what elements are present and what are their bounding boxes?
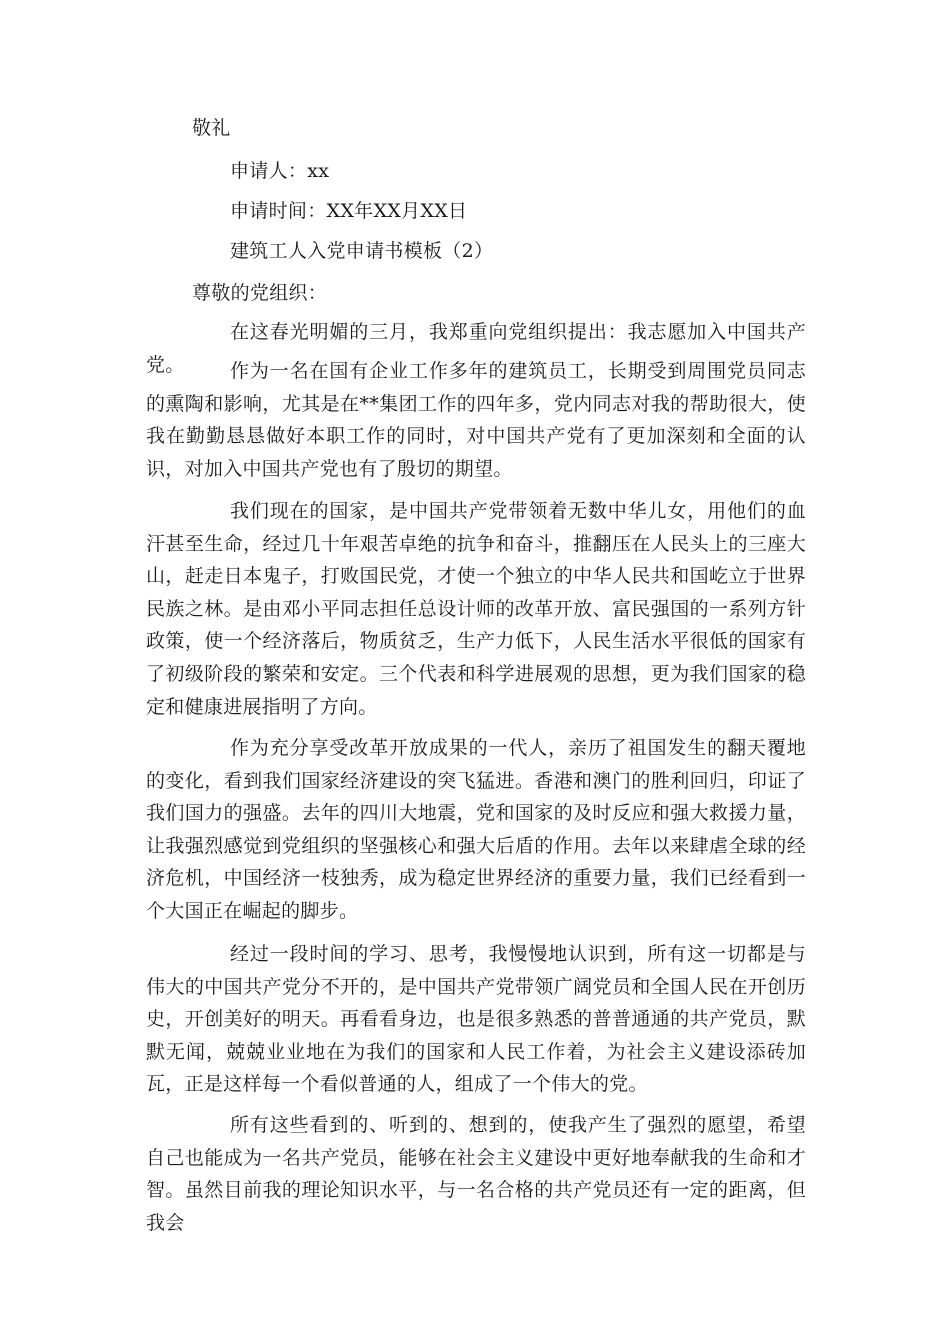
paragraph-1: 在这春光明媚的三月，我郑重向党组织提出：我志愿加入中国共产党。 xyxy=(146,321,806,376)
paragraph-4: 作为充分享受改革开放成果的一代人，亲历了祖国发生的翻天覆地的变化，看到我们国家经济建设的突飞猛进。香港和澳门的胜利回归，印证了我们国力的强盛。去年的四川大地震，党和国家的及时反应和强大救援力量，让我强烈感觉到党组织的坚强核心和强大后盾的作用。去年以来肆虐全球的经济危机，中国经济一枝独秀，成为稳定世界经济的重要力量，我们已经看到一个大国正在崛起的脚步。 xyxy=(146,737,806,922)
paragraph-5: 经过一段时间的学习、思考，我慢慢地认识到，所有这一切都是与伟大的中国共产党分不开的，是中国共产党带领广阔党员和全国人民在开创历史，开创美好的明天。再看看身边，也是很多熟悉的普普通通的共产党员，默默无闻，兢兢业业地在为我们的国家和人民工作着，为社会主义建设添砖加瓦，正是这样每一个看似普通的人，组成了一个伟大的党。 xyxy=(146,943,806,1096)
document-title: 建筑工人入党申请书模板（2） xyxy=(230,240,494,262)
application-date: 申请时间：XX年XX月XX日 xyxy=(230,200,468,222)
applicant-line: 申请人：xx xyxy=(230,160,330,182)
paragraph-3: 我们现在的国家，是中国共产党带领着无数中华儿女，用他们的血汗甚至生命，经过几十年艰苦卓绝的抗争和奋斗，推翻压在人民头上的三座大山，赶走日本鬼子，打败国民党，才使一个独立的中华人民共和国屹立于世界民族之林。是由邓小平同志担任总设计师的改革开放、富民强国的一系列方针政策，使一个经济落后，物质贫乏，生产力低下，人民生活水平很低的国家有了初级阶段的繁荣和安定。三个代表和科学进展观的思想，更为我们国家的稳定和健康进展指明了方向。 xyxy=(146,500,806,718)
closing-salutation: 敬礼 xyxy=(192,117,231,139)
paragraph-2: 作为一名在国有企业工作多年的建筑员工，长期受到周围党员同志的熏陶和影响，尤其是在**集团工作的四年多，党内同志对我的帮助很大，使我在勤勤恳恳做好本职工作的同时，对中国共产党有了更加深刻和全面的认识，对加入中国共产党也有了殷切的期望。 xyxy=(146,360,806,480)
greeting: 尊敬的党组织： xyxy=(192,282,328,304)
paragraph-6: 所有这些看到的、听到的、想到的，使我产生了强烈的愿望，希望自己也能成为一名共产党员，能够在社会主义建设中更好地奉献我的生命和才智。虽然目前我的理论知识水平，与一名合格的共产党员还有一定的距离，但我会 xyxy=(146,1114,806,1234)
